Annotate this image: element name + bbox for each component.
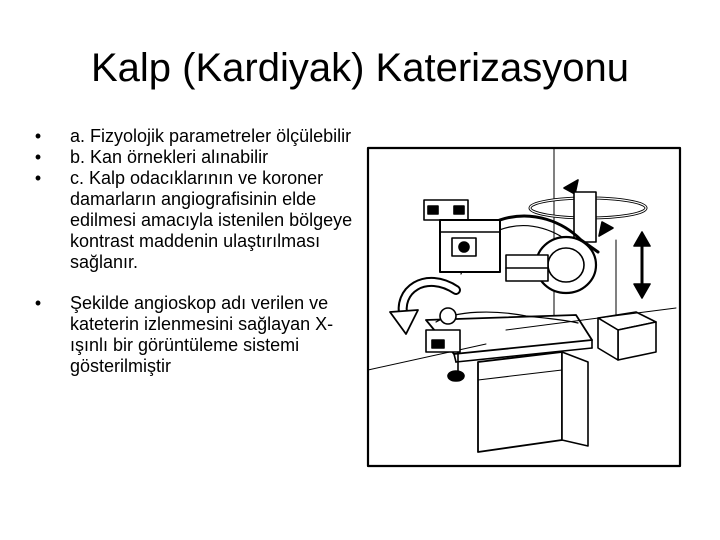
image-intensifier	[424, 200, 500, 272]
bullet-marker: •	[34, 293, 42, 313]
bullet-text: b. Kan örnekleri alınabilir	[70, 147, 269, 167]
angioscope-xray-system-illustration	[366, 140, 684, 470]
bullet-item-figure-description	[28, 293, 358, 377]
ceiling-column	[574, 192, 596, 242]
slide-title: Kalp (Kardiyak) Katerizasyonu	[90, 46, 630, 90]
bullet-item-c	[28, 168, 358, 273]
bullet-item-a	[28, 126, 358, 147]
control-cabinet	[598, 312, 656, 360]
bullet-item-b	[28, 147, 358, 168]
bullet-text: Şekilde angioskop adı verilen ve kateterin izlenmesini sağlayan X-ışınlı bir görüntüleme sistemi gösterilmiştir	[70, 293, 334, 376]
xray-tube	[506, 237, 596, 293]
bullet-list	[28, 126, 358, 377]
bullet-text: a. Fizyolojik parametreler ölçülebilir	[70, 126, 352, 146]
bullet-marker: •	[34, 147, 42, 167]
vertical-movement-arrow-icon	[634, 232, 650, 298]
bullet-marker: •	[34, 168, 42, 188]
bullet-marker: •	[34, 126, 42, 146]
table-pedestal	[478, 352, 588, 452]
bullet-text: c. Kalp odacıklarının ve koroner damarların angiografisinin elde edilmesi amacıyla istenilen bölgeye kontrast maddenin ulaştırılması sağlanır.	[70, 168, 353, 272]
